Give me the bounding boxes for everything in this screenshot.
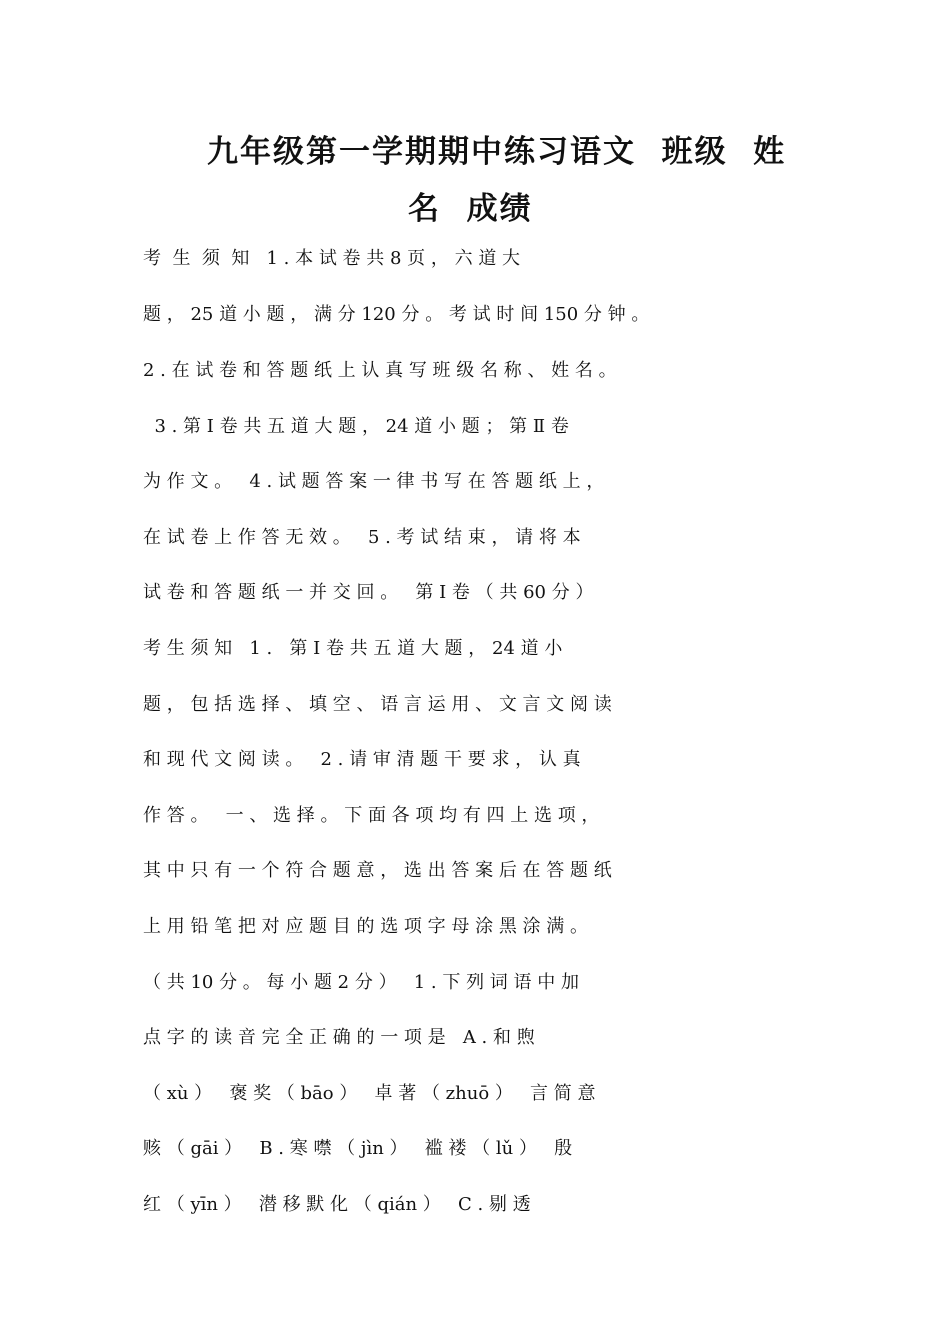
body-line-16: （ xù ） 褒 奖 （ bāo ） 卓 著 （ zhuō ） 言 简 意	[143, 1083, 596, 1104]
body-line-13: 上 用 铅 笔 把 对 应 题 目 的 选 项 字 母 涂 黑 涂 满 。	[143, 916, 588, 937]
body-line-1: 考 生 须 知 1 . 本 试 卷 共 8 页 ， 六 道 大	[143, 248, 521, 269]
body-line-9: 题 ， 包 括 选 择 、 填 空 、 语 言 运 用 、 文 言 文 阅 读	[143, 694, 612, 715]
body-line-10: 和 现 代 文 阅 读 。 2 . 请 审 清 题 干 要 求 ， 认 真	[143, 749, 581, 770]
body-line-8: 考 生 须 知 1 . 第 Ⅰ 卷 共 五 道 大 题 ， 24 道 小	[143, 638, 563, 659]
body-line-11: 作 答 。 一 、 选 择 。 下 面 各 项 均 有 四 上 选 项 ，	[143, 805, 600, 826]
body-line-14: （ 共 10 分 。 每 小 题 2 分 ） 1 . 下 列 词 语 中 加	[143, 972, 579, 993]
document-title-line-2: 名 成绩	[408, 191, 533, 227]
body-line-18: 红 （ yīn ） 潜 移 默 化 （ qián ） C . 剔 透	[143, 1194, 531, 1215]
document-title-line-1: 九年级第一学期期中练习语文 班级 姓	[207, 134, 787, 170]
body-line-5: 为 作 文 。 4 . 试 题 答 案 一 律 书 写 在 答 题 纸 上 ，	[143, 471, 605, 492]
body-line-17: 赅 （ gāi ） B . 寒 噤 （ jìn ） 褴 褛 （ lǔ ） 殷	[143, 1138, 573, 1159]
body-line-12: 其 中 只 有 一 个 符 合 题 意 ， 选 出 答 案 后 在 答 题 纸	[143, 860, 612, 881]
body-line-2: 题 ， 25 道 小 题 ， 满 分 120 分 。 考 试 时 间 150 分 钟 。	[143, 304, 650, 325]
body-line-4: 3 . 第 Ⅰ 卷 共 五 道 大 题 ， 24 道 小 题 ； 第 Ⅱ 卷	[143, 416, 569, 437]
body-line-7: 试 卷 和 答 题 纸 一 并 交 回 。 第 Ⅰ 卷 （ 共 60 分 ）	[143, 582, 594, 603]
body-line-3: 2 . 在 试 卷 和 答 题 纸 上 认 真 写 班 级 名 称 、 姓 名 。	[143, 360, 617, 381]
body-line-15: 点 字 的 读 音 完 全 正 确 的 一 项 是 A . 和 煦	[143, 1027, 535, 1048]
body-line-6: 在 试 卷 上 作 答 无 效 。 5 . 考 试 结 束 ， 请 将 本	[143, 527, 581, 548]
